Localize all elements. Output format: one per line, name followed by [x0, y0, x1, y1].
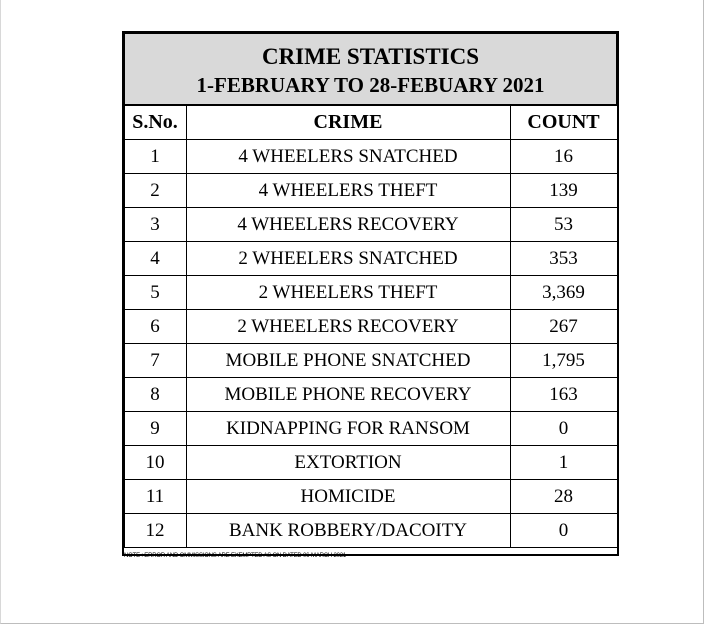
table-row — [124, 446, 617, 480]
table-row — [124, 276, 617, 310]
table-row — [124, 242, 617, 276]
table-title — [124, 33, 617, 105]
table-row — [124, 480, 617, 514]
title-row — [124, 33, 617, 105]
row-count: 0 — [510, 412, 617, 446]
header-sno: S.No. — [124, 105, 186, 140]
row-crime: EXTORTION — [186, 446, 510, 480]
header-count: COUNT — [510, 105, 617, 140]
row-crime: 4 WHEELERS SNATCHED — [186, 140, 510, 174]
row-sno: 2 — [124, 174, 186, 208]
row-count: 139 — [510, 174, 617, 208]
row-sno: 1 — [124, 140, 186, 174]
row-count: 28 — [510, 480, 617, 514]
row-crime: BANK ROBBERY/DACOITY — [186, 514, 510, 548]
table-row — [124, 412, 617, 446]
header-row — [124, 105, 617, 140]
row-count: 3,369 — [510, 276, 617, 310]
title-main: CRIME STATISTICS — [261, 44, 480, 69]
row-crime: HOMICIDE — [186, 480, 510, 514]
row-count: 1 — [510, 446, 617, 480]
table-row — [124, 140, 617, 174]
row-crime: 2 WHEELERS THEFT — [186, 276, 510, 310]
row-sno: 8 — [124, 378, 186, 412]
row-count: 16 — [510, 140, 617, 174]
row-count: 267 — [510, 310, 617, 344]
row-count: 353 — [510, 242, 617, 276]
row-sno: 12 — [124, 514, 186, 548]
table-row — [124, 310, 617, 344]
footnote: NOTE : ERROR AND OMMISSIONS ARE EXEMPTED AS ON DATED 06-MARCH 2021 — [124, 553, 347, 559]
row-sno: 6 — [124, 310, 186, 344]
row-sno: 5 — [124, 276, 186, 310]
row-sno: 7 — [124, 344, 186, 378]
crime-statistics-table — [123, 32, 618, 548]
table-row — [124, 378, 617, 412]
row-sno: 4 — [124, 242, 186, 276]
row-crime: MOBILE PHONE SNATCHED — [186, 344, 510, 378]
row-crime: KIDNAPPING FOR RANSOM — [186, 412, 510, 446]
table-row — [124, 344, 617, 378]
row-sno: 9 — [124, 412, 186, 446]
table-row — [124, 208, 617, 242]
row-count: 53 — [510, 208, 617, 242]
row-sno: 10 — [124, 446, 186, 480]
row-count: 1,795 — [510, 344, 617, 378]
title-period: 1-FEBRUARY TO 28-FEBUARY 2021 — [196, 73, 545, 97]
row-crime: 2 WHEELERS RECOVERY — [186, 310, 510, 344]
row-count: 0 — [510, 514, 617, 548]
row-crime: MOBILE PHONE RECOVERY — [186, 378, 510, 412]
table-row — [124, 174, 617, 208]
row-count: 163 — [510, 378, 617, 412]
row-sno: 3 — [124, 208, 186, 242]
row-crime: 4 WHEELERS RECOVERY — [186, 208, 510, 242]
row-sno: 11 — [124, 480, 186, 514]
row-crime: 2 WHEELERS SNATCHED — [186, 242, 510, 276]
row-crime: 4 WHEELERS THEFT — [186, 174, 510, 208]
table-row — [124, 514, 617, 548]
header-crime: CRIME — [186, 105, 510, 140]
